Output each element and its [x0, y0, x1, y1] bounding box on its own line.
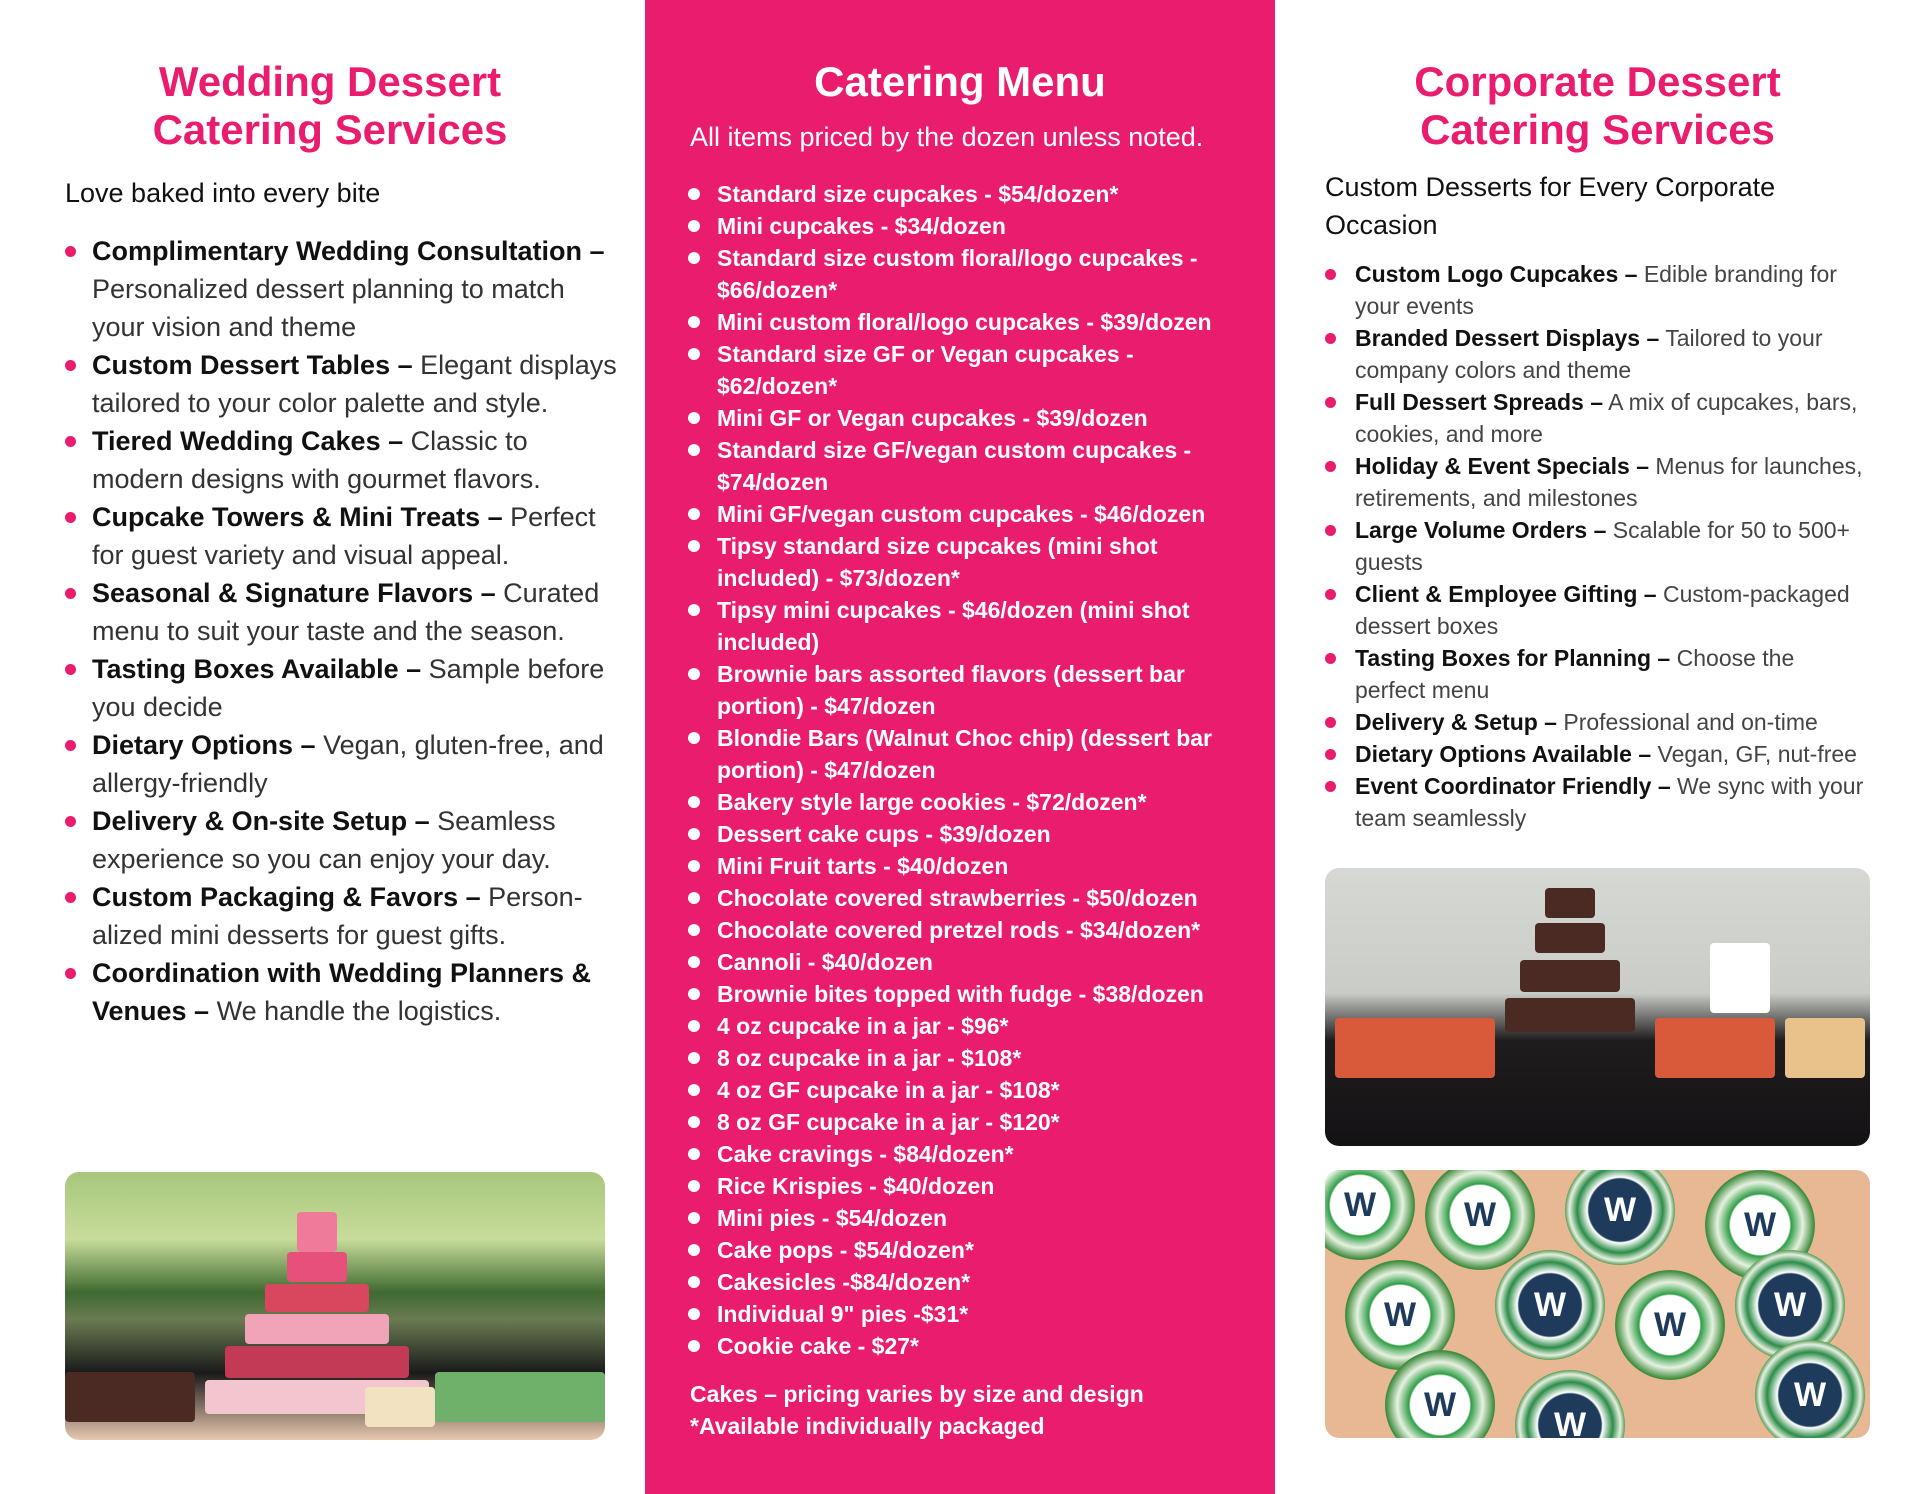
- pricing-note: All items priced by the dozen unless noted.: [690, 122, 1204, 152]
- corporate-services-list: [1325, 258, 1865, 834]
- menu-item: [687, 306, 1232, 338]
- menu-item: [687, 978, 1232, 1010]
- item-description: Professional and on-time: [1556, 709, 1818, 735]
- menu-item-label: 4 oz GF cupcake in a jar - $108*: [717, 1077, 1060, 1103]
- corporate-service-item: [1325, 642, 1865, 706]
- item-heading: Coordination with Wedding Planners & Venues –: [92, 958, 591, 1026]
- menu-item: [687, 1202, 1232, 1234]
- item-heading: Delivery & On-site Setup –: [92, 806, 430, 836]
- corporate-title-line2: Catering Services: [1420, 106, 1775, 153]
- catering-menu-panel: [645, 0, 1275, 1494]
- menu-item: [687, 1234, 1232, 1266]
- item-heading: Delivery & Setup –: [1355, 709, 1557, 735]
- dessert-table-photo: [1325, 868, 1870, 1146]
- item-description: Sample before you decide: [92, 654, 605, 722]
- bullet-icon: [1325, 461, 1336, 472]
- menu-item-label: Rice Krispies - $40/dozen: [717, 1173, 995, 1199]
- menu-item-label: Blondie Bars (Walnut Choc chip) (dessert bar portion) - $47/dozen: [717, 725, 1212, 783]
- corporate-service-item: [1325, 706, 1865, 738]
- corporate-service-item: [1325, 258, 1865, 322]
- menu-item-label: Chocolate covered strawberries - $50/dozen: [717, 885, 1198, 911]
- corporate-service-item: [1325, 514, 1865, 578]
- item-description: Menus for launches, retirements, and milestones: [1355, 453, 1863, 511]
- bullet-icon: [65, 588, 76, 599]
- bullet-icon: [1325, 525, 1336, 536]
- menu-item: [687, 1330, 1232, 1362]
- wedding-title-line2: Catering Services: [152, 106, 508, 153]
- item-description: Scalable for 50 to 500+ guests: [1355, 517, 1850, 575]
- menu-item: [687, 818, 1232, 850]
- item-heading: Event Coordinator Friendly –: [1355, 773, 1671, 799]
- bullet-icon: [688, 1308, 700, 1320]
- menu-items-list: [687, 178, 1232, 1362]
- menu-item-label: Tipsy standard size cupcakes (mini shot included) - $73/dozen*: [717, 533, 1158, 591]
- item-description: Personalized dessert planning to match your vision and theme: [92, 274, 565, 342]
- bullet-icon: [688, 188, 700, 200]
- menu-item: [687, 1298, 1232, 1330]
- bullet-icon: [688, 828, 700, 840]
- menu-item-label: Brownie bites topped with fudge - $38/dozen: [717, 981, 1204, 1007]
- item-description: Vegan, gluten-free, and allergy-friendly: [92, 730, 604, 798]
- bullet-icon: [688, 1340, 700, 1352]
- item-heading: Dietary Options Available –: [1355, 741, 1652, 767]
- menu-item-label: Mini custom floral/logo cupcakes - $39/dozen: [717, 309, 1212, 335]
- wedding-panel: [0, 0, 645, 1494]
- wedding-service-item: [65, 878, 620, 954]
- menu-item: [687, 1042, 1232, 1074]
- item-description: Tailored to your company colors and theme: [1355, 325, 1823, 383]
- menu-item: [687, 530, 1232, 594]
- menu-item: [687, 722, 1232, 786]
- item-description: We handle the logistics.: [209, 996, 502, 1026]
- menu-item-label: Cake pops - $54/dozen*: [717, 1237, 974, 1263]
- bullet-icon: [65, 968, 76, 979]
- bullet-icon: [688, 1084, 700, 1096]
- menu-item: [687, 658, 1232, 722]
- individually-packaged-note: *Available individually packaged: [690, 1413, 1045, 1439]
- item-description: We sync with your team seamlessly: [1355, 773, 1864, 831]
- item-description: A mix of cupcakes, bars, cookies, and more: [1355, 389, 1858, 447]
- bullet-icon: [688, 252, 700, 264]
- bullet-icon: [688, 1276, 700, 1288]
- item-description: Curated menu to suit your taste and the season.: [92, 578, 600, 646]
- item-description: Seamless experience so you can enjoy your day.: [92, 806, 556, 874]
- corporate-subtitle: Custom Desserts for Every Corporate Occasion: [1325, 172, 1776, 240]
- corporate-service-item: [1325, 386, 1865, 450]
- menu-item: [687, 242, 1232, 306]
- bullet-icon: [688, 1212, 700, 1224]
- bullet-icon: [688, 1148, 700, 1160]
- wedding-tagline: Love baked into every bite: [65, 178, 381, 208]
- bullet-icon: [1325, 717, 1336, 728]
- menu-item: [687, 1010, 1232, 1042]
- item-heading: Tasting Boxes Available –: [92, 654, 422, 684]
- menu-item-label: Cake cravings - $84/dozen*: [717, 1141, 1014, 1167]
- menu-item: [687, 594, 1232, 658]
- wedding-title-line1: Wedding Dessert: [158, 58, 502, 105]
- bullet-icon: [1325, 781, 1336, 792]
- wedding-services-list: [65, 232, 620, 1030]
- item-description: Vegan, GF, nut-free: [1651, 741, 1857, 767]
- bullet-icon: [688, 1020, 700, 1032]
- bullet-icon: [1325, 589, 1336, 600]
- corporate-title: [1275, 58, 1920, 154]
- wedding-service-item: [65, 954, 620, 1030]
- wedding-service-item: [65, 574, 620, 650]
- logo-cupcakes-photo: W W W W W W W W W W W: [1325, 1170, 1870, 1438]
- item-heading: Holiday & Event Specials –: [1355, 453, 1650, 479]
- wedding-title: [0, 58, 660, 154]
- menu-item: [687, 338, 1232, 402]
- bullet-icon: [65, 246, 76, 257]
- wedding-service-item: [65, 650, 620, 726]
- bullet-icon: [688, 1180, 700, 1192]
- menu-item-label: Mini GF or Vegan cupcakes - $39/dozen: [717, 405, 1148, 431]
- menu-item: [687, 946, 1232, 978]
- menu-item-label: Standard size custom floral/logo cupcakes - $66/dozen*: [717, 245, 1198, 303]
- item-description: Perfect for guest variety and visual appeal.: [92, 502, 596, 570]
- menu-item-label: 4 oz cupcake in a jar - $96*: [717, 1013, 1009, 1039]
- item-description: Edible branding for your events: [1355, 261, 1837, 319]
- bullet-icon: [1325, 333, 1336, 344]
- menu-item-label: Bakery style large cookies - $72/dozen*: [717, 789, 1147, 815]
- bullet-icon: [688, 892, 700, 904]
- corporate-service-item: [1325, 450, 1865, 514]
- menu-item: [687, 402, 1232, 434]
- bullet-icon: [688, 604, 700, 616]
- bullet-icon: [688, 988, 700, 1000]
- menu-item-label: Mini pies - $54/dozen: [717, 1205, 948, 1231]
- corporate-panel: [1275, 0, 1920, 1494]
- item-heading: Custom Logo Cupcakes –: [1355, 261, 1638, 287]
- menu-item: [687, 1138, 1232, 1170]
- bullet-icon: [65, 360, 76, 371]
- wedding-service-item: [65, 232, 620, 346]
- menu-item-label: Standard size GF/vegan custom cupcakes - $74/dozen: [717, 437, 1192, 495]
- bullet-icon: [688, 348, 700, 360]
- bullet-icon: [688, 1052, 700, 1064]
- bullet-icon: [688, 924, 700, 936]
- item-heading: Tasting Boxes for Planning –: [1355, 645, 1671, 671]
- menu-item-label: Standard size cupcakes - $54/dozen*: [717, 181, 1119, 207]
- item-description: Choose the perfect menu: [1355, 645, 1795, 703]
- bullet-icon: [688, 540, 700, 552]
- item-description: Classic to modern designs with gourmet flavors.: [92, 426, 541, 494]
- bullet-icon: [688, 796, 700, 808]
- bullet-icon: [1325, 653, 1336, 664]
- bullet-icon: [688, 732, 700, 744]
- menu-item-label: Standard size GF or Vegan cupcakes - $62/dozen*: [717, 341, 1134, 399]
- catering-menu-title: Catering Menu: [814, 58, 1106, 105]
- bullet-icon: [688, 412, 700, 424]
- menu-item-label: Mini Fruit tarts - $40/dozen: [717, 853, 1009, 879]
- wedding-service-item: [65, 422, 620, 498]
- bullet-icon: [688, 508, 700, 520]
- wedding-service-item: [65, 802, 620, 878]
- bullet-icon: [65, 664, 76, 675]
- item-heading: Complimentary Wedding Consultation –: [92, 236, 605, 266]
- menu-item-label: Brownie bars assorted flavors (dessert bar portion) - $47/dozen: [717, 661, 1185, 719]
- menu-item-label: Mini GF/vegan custom cupcakes - $46/dozen: [717, 501, 1206, 527]
- wedding-service-item: [65, 346, 620, 422]
- menu-item: [687, 1074, 1232, 1106]
- corporate-title-line1: Corporate Dessert: [1414, 58, 1781, 105]
- menu-item: [687, 850, 1232, 882]
- menu-item: [687, 434, 1232, 498]
- bullet-icon: [65, 816, 76, 827]
- menu-footer: [690, 1378, 1144, 1442]
- bullet-icon: [688, 444, 700, 456]
- menu-item: [687, 786, 1232, 818]
- bullet-icon: [1325, 269, 1336, 280]
- menu-item-label: Chocolate covered pretzel rods - $34/dozen*: [717, 917, 1201, 943]
- item-heading: Cupcake Towers & Mini Treats –: [92, 502, 503, 532]
- bullet-icon: [688, 220, 700, 232]
- corporate-service-item: [1325, 770, 1865, 834]
- item-heading: Custom Packaging & Favors –: [92, 882, 481, 912]
- bullet-icon: [688, 1116, 700, 1128]
- corporate-service-item: [1325, 578, 1865, 642]
- item-heading: Client & Employee Gifting –: [1355, 581, 1657, 607]
- menu-item-label: 8 oz GF cupcake in a jar - $120*: [717, 1109, 1060, 1135]
- bullet-icon: [65, 740, 76, 751]
- bullet-icon: [1325, 397, 1336, 408]
- item-heading: Custom Dessert Tables –: [92, 350, 413, 380]
- menu-item: [687, 178, 1232, 210]
- bullet-icon: [688, 668, 700, 680]
- corporate-service-item: [1325, 322, 1865, 386]
- item-description: Custom-packaged dessert boxes: [1355, 581, 1850, 639]
- item-heading: Seasonal & Signature Flavors –: [92, 578, 496, 608]
- menu-item: [687, 210, 1232, 242]
- bullet-icon: [688, 316, 700, 328]
- menu-item-label: Individual 9" pies -$31*: [717, 1301, 969, 1327]
- menu-item: [687, 914, 1232, 946]
- wedding-service-item: [65, 498, 620, 574]
- menu-item: [687, 498, 1232, 530]
- item-description: Person-alized mini desserts for guest gifts.: [92, 882, 583, 950]
- menu-item: [687, 882, 1232, 914]
- menu-item: [687, 1106, 1232, 1138]
- cakes-pricing-note: Cakes – pricing varies by size and design: [690, 1381, 1144, 1407]
- bullet-icon: [688, 860, 700, 872]
- bullet-icon: [65, 892, 76, 903]
- bullet-icon: [688, 956, 700, 968]
- item-heading: Tiered Wedding Cakes –: [92, 426, 404, 456]
- corporate-service-item: [1325, 738, 1865, 770]
- menu-item: [687, 1266, 1232, 1298]
- item-description: Elegant displays tailored to your color palette and style.: [92, 350, 617, 418]
- menu-item-label: 8 oz cupcake in a jar - $108*: [717, 1045, 1022, 1071]
- bullet-icon: [65, 436, 76, 447]
- item-heading: Full Dessert Spreads –: [1355, 389, 1603, 415]
- menu-item-label: Cannoli - $40/dozen: [717, 949, 933, 975]
- item-heading: Dietary Options –: [92, 730, 316, 760]
- menu-item-label: Cookie cake - $27*: [717, 1333, 920, 1359]
- bullet-icon: [688, 1244, 700, 1256]
- item-heading: Branded Dessert Displays –: [1355, 325, 1660, 351]
- menu-item: [687, 1170, 1232, 1202]
- wedding-service-item: [65, 726, 620, 802]
- item-heading: Large Volume Orders –: [1355, 517, 1607, 543]
- wedding-cupcake-tower-photo: [65, 1172, 605, 1440]
- bullet-icon: [65, 512, 76, 523]
- bullet-icon: [1325, 749, 1336, 760]
- menu-item-label: Dessert cake cups - $39/dozen: [717, 821, 1051, 847]
- menu-item-label: Cakesicles -$84/dozen*: [717, 1269, 971, 1295]
- menu-item-label: Tipsy mini cupcakes - $46/dozen (mini shot included): [717, 597, 1190, 655]
- menu-item-label: Mini cupcakes - $34/dozen: [717, 213, 1006, 239]
